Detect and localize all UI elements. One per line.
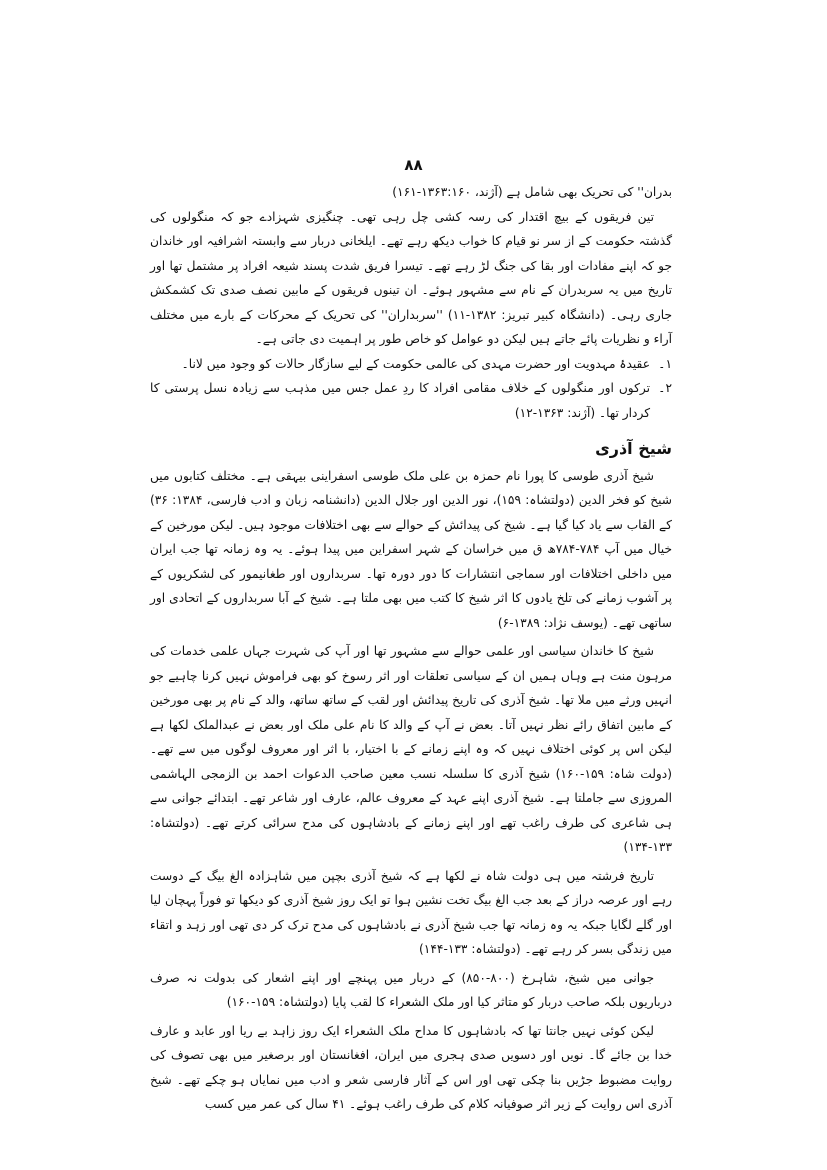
paragraph: تاریخ فرشتہ میں ہی دولت شاہ نے لکھا ہے کہ شیخ آذری بچپن میں شاہزادہ الغ بیگ کے دوست رہے اور عرصہ دراز کے بعد جب الغ بیگ تخت نشین ہوا تو ایک روز شیخ آذری کو دیکھا تو فوراً پہچان لیا اور گلے لگایا جبکہ یہ وہ زمانہ تھا جب شیخ آذری نے بادشاہوں کی مدح ترک کر دی تھی اور زہد و اتقاء میں زندگی بسر کر رہے تھے۔ (دولتشاہ: ۱۳۳-۱۴۴) — [150, 868, 672, 956]
paragraph: جوانی میں شیخ، شاہرخ (۸۰۰-۸۵۰) کے دربار میں پہنچے اور اپنے اشعار کی بدولت نہ صرف درباریوں بلکہ صاحب دربار کو متاثر کیا اور ملک الشعراء کا لقب پایا (دولتشاہ: ۱۵۹-۱۶۰) — [150, 970, 672, 1009]
list-text: ترکوں اور منگولوں کے خلاف مقامی افراد کا ردِ عمل جس میں مذہب سے زیادہ نسل پرستی کا کردار تھا۔ (آژند: ۱۳۶۳-۱۲) — [150, 381, 650, 420]
list-number: ۱۔ — [658, 356, 672, 371]
section-heading: شیخ آذری — [595, 439, 672, 458]
list-number: ۲۔ — [658, 381, 672, 395]
main-text-block — [150, 437, 672, 1121]
top-text-block — [150, 180, 672, 425]
paragraph: لیکن کوئی نہیں جانتا تھا کہ بادشاہوں کا مداح ملک الشعراء ایک روز زاہد بے ریا اور عابد و عارف خدا بن جائے گا۔ نویں اور دسویں صدی ہجری میں ایران، افغانستان اور برصغیر میں بھی تصوف کی روایت مضبوط جڑیں بنا چکی تھی اور اس کے آثار فارسی شعر و ادب میں نمایاں ہو چکے تھے۔ شیخ آذری اس روایت کے زیر اثر صوفیانہ کلام کی طرف راغب ہوئے۔ ۴۱ سال کی عمر میں کسب — [150, 1023, 672, 1111]
paragraph: شیخ کا خاندان سیاسی اور علمی حوالے سے مشہور تھا اور آپ کی شہرت جہاں علمی خدمات کی مرہون منت ہے وہاں ہمیں ان کے سیاسی تعلقات اور اثر رسوخ کو بھی فراموش نہیں کرنا چاہیے جو انہیں ورثے میں ملا تھا۔ شیخ آذری کی تاریخ پیدائش اور لقب کے ساتھ ساتھ، والد کے نام پر بھی مورخین کے مابین اتفاق رائے نظر نہیں آتا۔ بعض نے آپ کے والد کا نام علی ملک اور بعض نے عبدالملک لکھا ہے لیکن اس پر کوئی اختلاف نہیں کہ وہ اپنے زمانے کے با اختیار، با اثر اور معروف لوگوں میں سے تھے۔ (دولت شاہ: ۱۵۹-۱۶۰) شیخ آذری کا سلسلہ نسب معین صاحب الدعوات احمد بن الزمجی الہاشمی المروزی سے جاملتا ہے۔ شیخ آذری اپنے عہد کے معروف عالم، عارف اور شاعر تھے۔ ابتدائے جوانی سے ہی شاعری کی طرف راغب تھے اور اپنے زمانے کے بادشاہوں کی مدح سرائی کرتے تھے۔ (دولتشاہ: ۱۳۳-۱۳۴) — [150, 644, 672, 854]
list-item-2 — [150, 376, 672, 425]
paragraph: شیخ آذری طوسی کا پورا نام حمزہ بن علی ملک طوسی اسفراینی بیہقی ہے۔ مختلف کتابوں میں شیخ کو فخر الدین (دولتشاہ: ۱۵۹)، نور الدین اور جلال الدین (دانشنامہ زبان و ادب فارسی، ۱۳۸۴: ۳۶) کے القاب سے یاد کیا گیا ہے۔ شیخ کی پیدائش کے حوالے سے بھی اختلافات موجود ہیں۔ لیکن مورخین کے خیال میں آپ ۷۸۴-۷۸۴ھ ق میں خراسان کے شہر اسفراین میں پیدا ہوئے۔ یہ وہ زمانہ تھا جب ایران میں داخلی اختلافات اور سماجی انتشارات کا دور دورہ تھا۔ سربداروں اور طغانیمور کی لشکریوں کے پر آشوب زمانے کی تلخ یادوں کا اثر شیخ کا کتب میں بھی ملتا ہے۔ شیخ کے آبا سربداروں کے اتحادی اور ساتھی تھے۔ (یوسف نژاد: ۱۳۸۹-۶) — [150, 468, 673, 630]
list-item-1 — [150, 352, 672, 377]
intro-line: بدران'' کی تحریک بھی شامل ہے (آژند، ۱۳۶۳:۱۶۰-۱۶۱) — [392, 185, 672, 199]
list-text: عقیدۂ مہدویت اور حضرت مہدی کی عالمی حکومت کے لیے سازگار حالات کو وجود میں لانا۔ — [181, 356, 650, 371]
paragraph-factions: تین فریقوں کے بیچ اقتدار کی رسہ کشی چل رہی تھی۔ چنگیزی شہزادے جو کہ منگولوں کی گذشتہ حکومت کے از سر نو قیام کا خواب دیکھ رہے تھے۔ ایلخانی دربار سے وابستہ اشرافیہ اور خاندان جو کہ اپنے مفادات اور بقا کی جنگ لڑ رہے تھے۔ تیسرا فریق شدت پسند شیعہ افراد پر مشتمل تھا اور تاریخ میں یہ سربدران کے نام سے مشہور ہوئے۔ ان تینوں فریقوں کے مابین نصف صدی تک کشمکش جاری رہی۔ (دانشگاہ کبیر تبریز: ۱۳۸۲-۱۱) ''سربداران'' کی تحریک کے محرکات کے بارے میں مختلف آراء و نظریات پائے جاتے ہیں لیکن دو عوامل کو خاص طور پر اہمیت دی جاتی ہے۔ — [150, 209, 673, 346]
page-number: ۸۸ — [404, 156, 423, 174]
